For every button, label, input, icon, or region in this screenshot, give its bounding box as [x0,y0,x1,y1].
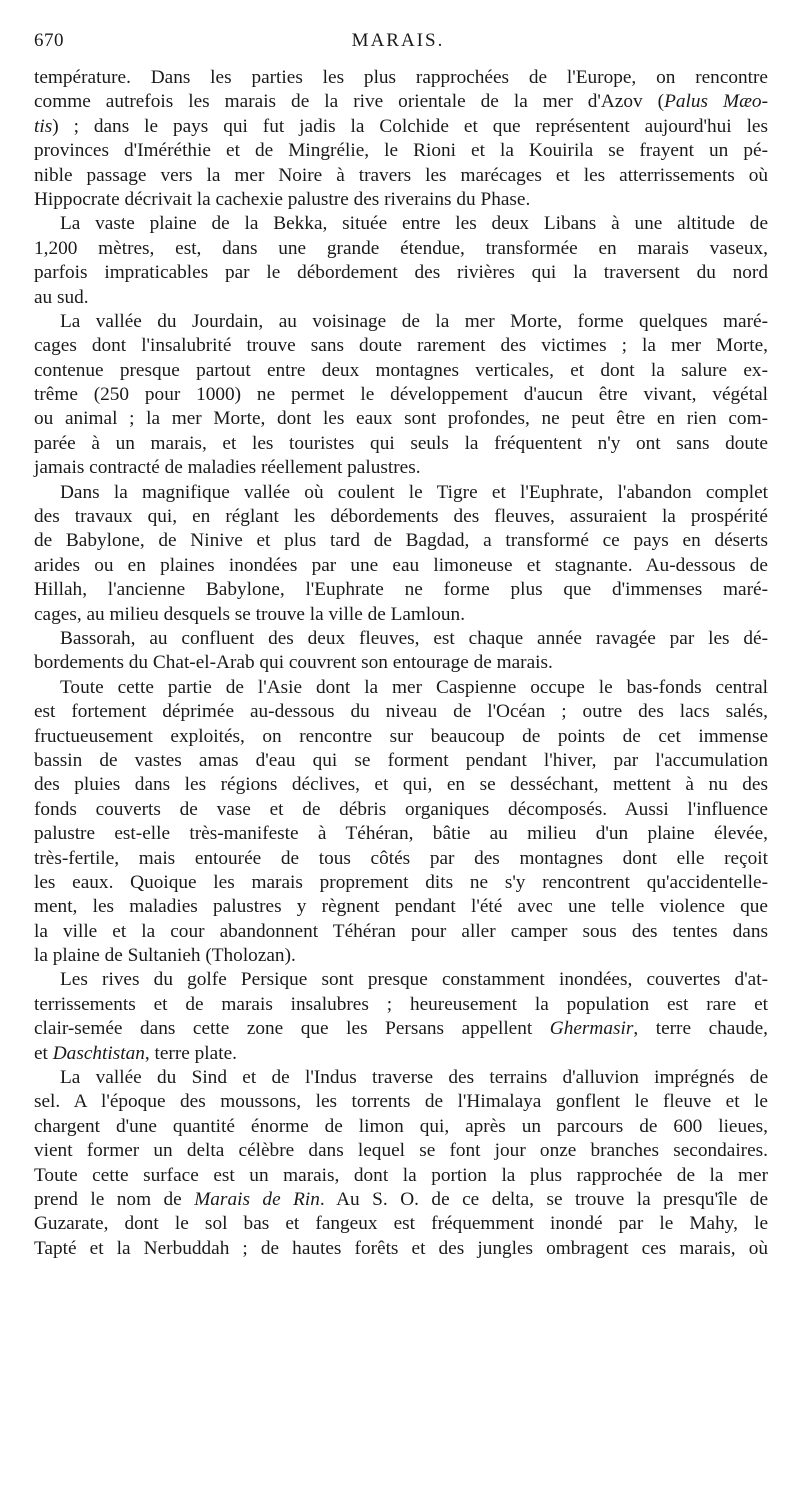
text-line: cages, au milieu desquels se trouve la ville de Lamloun. [34,603,466,625]
text-line: très-fertile, mais entourée de tous côtés par des montagnes dont elle reçoit [34,847,768,869]
body-text [34,66,768,1261]
text-line: La vallée du Jourdain, au voisinage de la mer Morte, forme quelques maré- [60,310,768,332]
text-line: clair-semée dans cette zone que les Persans appellent Ghermasir, terre chaude, [34,1018,769,1040]
paragraph [34,968,768,1066]
running-head: MARAIS. [351,30,445,51]
text-line: contenue presque partout entre deux montagnes verticales, et dont la salure ex- [34,359,768,381]
text-line: nible passage vers la mer Noire à travers les marécages et les atterrissements où [34,164,768,186]
text-line: comme autrefois les marais de la rive orientale de la mer d'Azov (Palus Mæo- [34,91,768,113]
text-line: parfois impraticables par le débordement des rivières qui la traversent du nord [34,262,768,284]
text-line: les eaux. Quoique les marais proprement dits ne s'y rencontrent qu'accidentelle- [34,871,768,893]
text-line: sel. A l'époque des moussons, les torrents de l'Himalaya gonflent le fleuve et le [34,1091,768,1113]
text-line: Toute cette surface est un marais, dont la portion la plus rapprochée de la mer [34,1164,768,1186]
paragraph [34,481,768,627]
text-line: vient former un delta célèbre dans lequel se font jour onze branches secondaires. [34,1140,768,1162]
text-line: Tapté et la Nerbuddah ; de hautes forêts et des jungles ombragent ces marais, où [34,1237,768,1259]
text-line: arides ou en plaines inondées par une eau limoneuse et stagnante. Au-dessous de [34,554,768,576]
text-line: fonds couverts de vase et de débris organiques décomposés. Aussi l'influence [34,798,768,820]
text-line: tis) ; dans le pays qui fut jadis la Colchide et que représentent aujourd'hui les [34,115,768,137]
text-line: palustre est-elle très-manifeste à Téhéran, bâtie au milieu d'un plaine élevée, [34,823,768,845]
text-line: ment, les maladies palustres y règnent pendant l'été avec une telle violence que [34,896,768,918]
text-line: terrissements et de marais insalubres ; heureusement la population est rare et [34,993,768,1015]
text-line: provinces d'Iméréthie et de Mingrélie, le Rioni et la Kouirila se frayent un pé- [34,140,768,162]
text-line: est fortement déprimée au-dessous du niveau de l'Océan ; outre des lacs salés, [34,701,768,723]
paragraph [34,66,768,212]
text-line: ou animal ; la mer Morte, dont les eaux sont profondes, ne peut être en rien com- [34,408,768,430]
page-header [34,30,762,60]
text-line: Hillah, l'ancienne Babylone, l'Euphrate ne forme plus que d'immenses maré- [34,579,768,601]
paragraph [34,212,768,310]
text-line: parée à un marais, et les touristes qui seuls la fréquentent n'y ont sans doute [34,432,768,454]
text-line: prend le nom de Marais de Rin. Au S. O. de ce delta, se trouve la presqu'île de [34,1188,769,1210]
paragraph [34,310,768,481]
text-line: au sud. [34,286,89,308]
text-line: La vallée du Sind et de l'Indus traverse des terrains d'alluvion imprégnés de [60,1067,768,1089]
text-line: 1,200 mètres, est, dans une grande étendue, transformée en marais vaseux, [34,237,768,259]
text-line: Toute cette partie de l'Asie dont la mer Caspienne occupe le bas-fonds central [60,676,768,698]
text-line: jamais contracté de maladies réellement palustres. [34,457,421,479]
page-number: 670 [34,30,64,51]
text-line: Hippocrate décrivait la cachexie palustre des riverains du Phase. [34,188,531,210]
text-line: Dans la magnifique vallée où coulent le Tigre et l'Euphrate, l'abandon complet [60,481,768,503]
text-line: des pluies dans les régions déclives, et qui, en se desséchant, mettent à nu des [34,774,768,796]
text-line: fructueusement exploités, on rencontre sur beaucoup de points de cet immense [34,725,768,747]
text-line: Guzarate, dont le sol bas et fangeux est fréquemment inondé par le Mahy, le [34,1213,768,1235]
text-line: des travaux qui, en réglant les débordements des fleuves, assuraient la prospérité [34,506,768,528]
text-line: la ville et la cour abandonnent Téhéran pour aller camper sous des tentes dans [34,920,768,942]
paragraph [34,1066,768,1261]
text-line: cages dont l'insalubrité trouve sans doute rarement des victimes ; la mer Morte, [34,335,768,357]
text-line: bordements du Chat-el-Arab qui couvrent son entourage de marais. [34,652,553,674]
text-line: Les rives du golfe Persique sont presque constamment inondées, couvertes d'at- [60,969,768,991]
text-line: La vaste plaine de la Bekka, située entre les deux Libans à une altitude de [60,213,768,235]
text-line: trême (250 pour 1000) ne permet le développement d'aucun être vivant, végétal [34,384,768,406]
text-line: et Daschtistan, terre plate. [34,1042,237,1064]
text-line: la plaine de Sultanieh (Tholozan). [34,945,296,967]
text-line: de Babylone, de Ninive et plus tard de Bagdad, a transformé ce pays en déserts [34,530,768,552]
paragraph [34,676,768,969]
text-line: Bassorah, au confluent des deux fleuves, est chaque année ravagée par les dé- [60,627,768,649]
text-line: chargent d'une quantité énorme de limon qui, après un parcours de 600 lieues, [34,1115,768,1137]
text-line: température. Dans les parties les plus rapprochées de l'Europe, on rencontre [34,67,768,88]
paragraph [34,627,768,676]
text-line: bassin de vastes amas d'eau qui se forment pendant l'hiver, par l'accumulation [34,749,768,771]
